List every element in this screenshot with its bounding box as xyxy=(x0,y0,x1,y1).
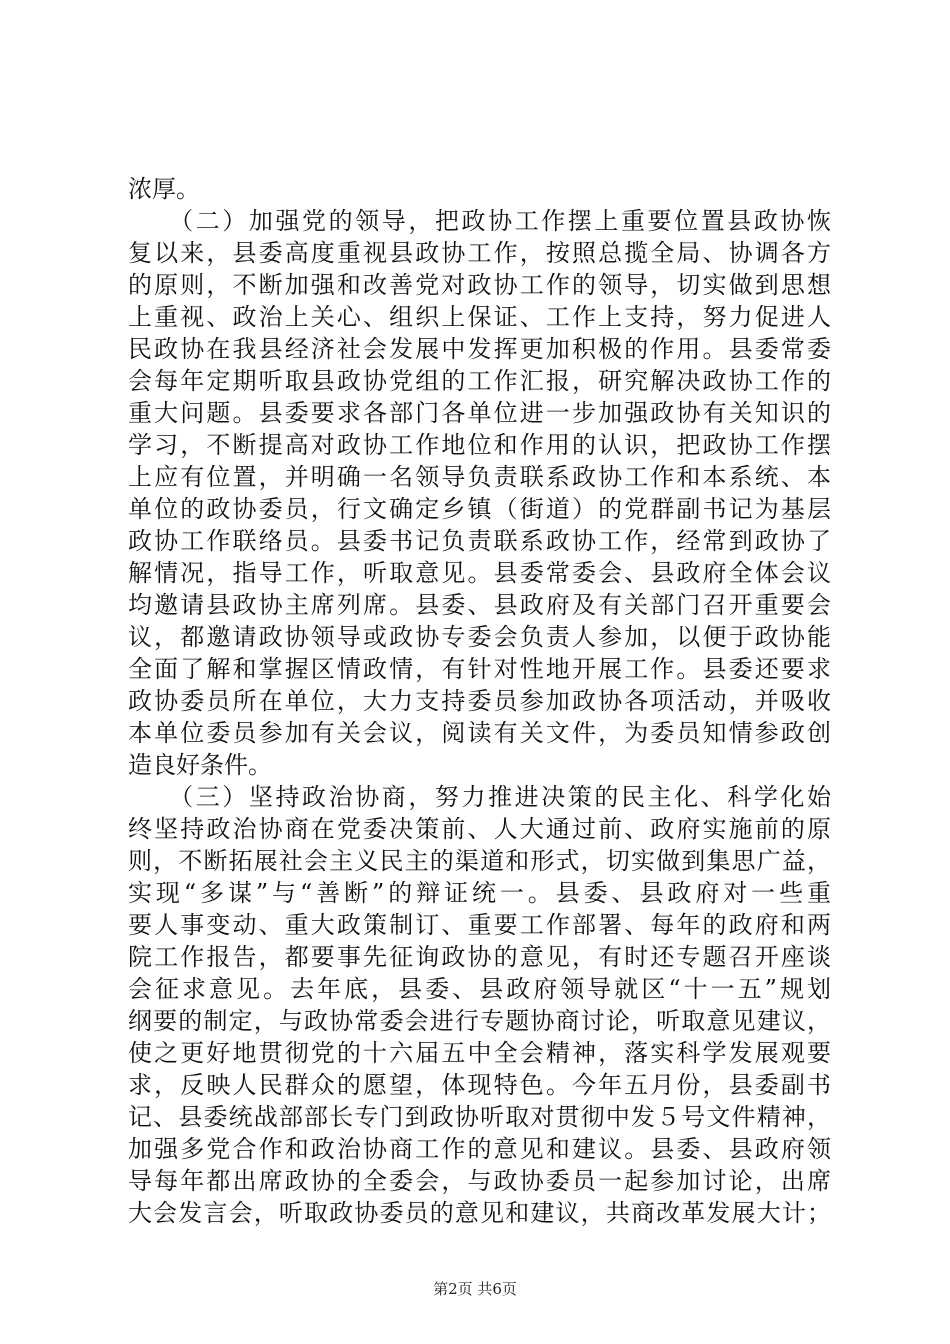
text-line: （三）坚持政治协商，努力推进决策的民主化、科学化始 xyxy=(128,783,831,811)
text-line: 上重视、政治上关心、组织上保证、工作上支持，努力促进人 xyxy=(128,303,831,331)
text-line: 加强多党合作和政治协商工作的意见和建议。县委、县政府领 xyxy=(128,1135,831,1163)
text-line: 上应有位置，并明确一名领导负责联系政协工作和本系统、本 xyxy=(128,463,831,491)
text-line: 议，都邀请政协领导或政协专委会负责人参加，以便于政协能 xyxy=(128,623,831,651)
text-line: 复以来，县委高度重视县政协工作，按照总揽全局、协调各方 xyxy=(128,239,831,267)
text-line: 单位的政协委员，行文确定乡镇（街道）的党群副书记为基层 xyxy=(128,495,831,523)
text-line: 的原则，不断加强和改善党对政协工作的领导，切实做到思想 xyxy=(128,271,831,299)
text-line: 终坚持政治协商在党委决策前、人大通过前、政府实施前的原 xyxy=(128,815,831,843)
text-line: 均邀请县政协主席列席。县委、县政府及有关部门召开重要会 xyxy=(128,591,831,619)
text-line: （二）加强党的领导，把政协工作摆上重要位置县政协恢 xyxy=(128,207,831,235)
text-line: 浓厚。 xyxy=(128,175,200,203)
text-line: 政协委员所在单位，大力支持委员参加政协各项活动，并吸收 xyxy=(128,687,831,715)
text-line: 造良好条件。 xyxy=(128,751,272,779)
text-line: 使之更好地贯彻党的十六届五中全会精神，落实科学发展观要 xyxy=(128,1039,831,1067)
text-line: 导每年都出席政协的全委会，与政协委员一起参加讨论，出席 xyxy=(128,1167,831,1195)
text-line: 院工作报告，都要事先征询政协的意见，有时还专题召开座谈 xyxy=(128,943,831,971)
text-line: 要人事变动、重大政策制订、重要工作部署、每年的政府和两 xyxy=(128,911,831,939)
text-line: 求，反映人民群众的愿望，体现特色。今年五月份，县委副书 xyxy=(128,1071,831,1099)
page-footer: 第2页 共6页 xyxy=(433,1280,517,1298)
text-line: 本单位委员参加有关会议，阅读有关文件，为委员知情参政创 xyxy=(128,719,831,747)
text-line: 学习，不断提高对政协工作地位和作用的认识，把政协工作摆 xyxy=(128,431,831,459)
text-line: 大会发言会，听取政协委员的意见和建议，共商改革发展大计； xyxy=(128,1199,831,1227)
text-line: 则，不断拓展社会主义民主的渠道和形式，切实做到集思广益， xyxy=(128,847,831,875)
text-line: 全面了解和掌握区情政情，有针对性地开展工作。县委还要求 xyxy=(128,655,831,683)
text-line: 会征求意见。去年底，县委、县政府领导就区“十一五”规划 xyxy=(128,975,831,1003)
text-line: 重大问题。县委要求各部门各单位进一步加强政协有关知识的 xyxy=(128,399,831,427)
text-line: 实现“多谋”与“善断”的辩证统一。县委、县政府对一些重 xyxy=(128,879,831,907)
text-line: 政协工作联络员。县委书记负责联系政协工作，经常到政协了 xyxy=(128,527,831,555)
text-line: 纲要的制定，与政协常委会进行专题协商讨论，听取意见建议， xyxy=(128,1007,831,1035)
text-line: 记、县委统战部部长专门到政协听取对贯彻中发５号文件精神， xyxy=(128,1103,831,1131)
text-line: 解情况，指导工作，听取意见。县委常委会、县政府全体会议 xyxy=(128,559,831,587)
text-line: 会每年定期听取县政协党组的工作汇报，研究解决政协工作的 xyxy=(128,367,831,395)
document-body xyxy=(128,173,831,1229)
text-line: 民政协在我县经济社会发展中发挥更加积极的作用。县委常委 xyxy=(128,335,831,363)
